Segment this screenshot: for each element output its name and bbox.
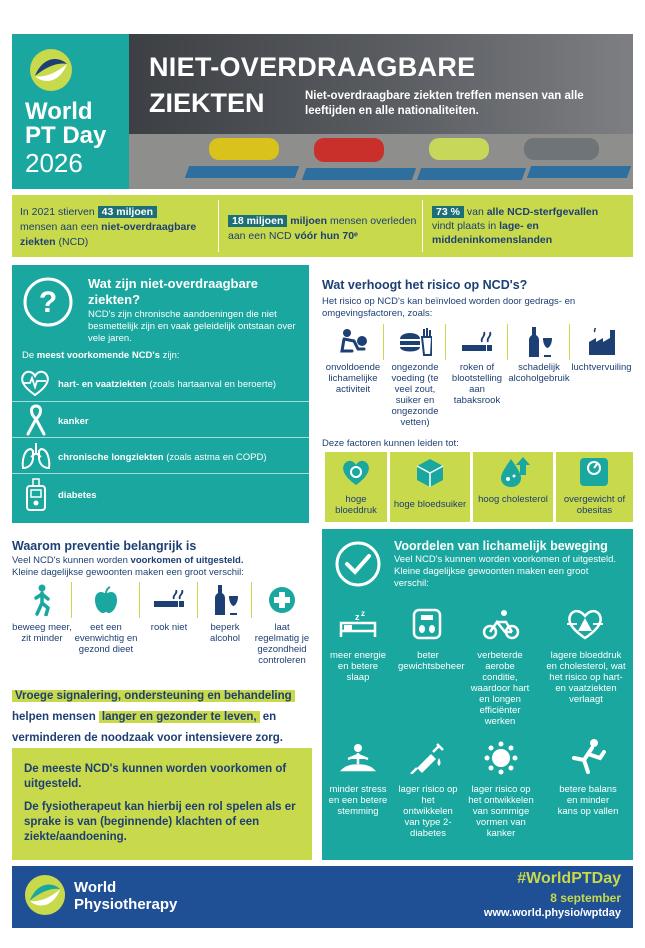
risk-lead: Deze factoren kunnen leiden tot: — [322, 438, 459, 449]
apple-icon — [93, 586, 119, 614]
bottle-glass-icon — [524, 326, 554, 358]
cancer-cell-icon — [483, 741, 519, 775]
physio-line-1: De meeste NCD's kunnen worden voorkomen of uitgesteld. — [24, 763, 287, 790]
benefit-caption-8: betere balans en minder kans op vallen — [557, 784, 619, 817]
ncd-item-2: kanker — [58, 416, 89, 427]
prev-item-1 — [12, 582, 72, 618]
benefit-caption-6: lager risico op het ontwikkelen van type 2-diabetes — [398, 784, 458, 839]
factor-smoking — [446, 324, 508, 360]
stat-2 — [228, 214, 418, 244]
benefits-text: Veel NCD's kunnen worden voorkomen of uitgesteld. Kleine dagelijkse gewoonten maken een groot verschil: — [394, 554, 617, 589]
ncd-item-4: diabetes — [58, 490, 97, 501]
benefit-icon-cell-8 — [560, 734, 615, 778]
footer-hashtag: #WorldPTDay — [517, 870, 621, 887]
prev-item-4 — [198, 582, 252, 618]
stat-1-post: (NCD) — [58, 236, 89, 248]
physio-line-2: De fysiotherapeut kan hierbij een rol spelen als er sprake is van (beginnende) klachten of een ziekte/aandoening. — [24, 801, 296, 843]
benefit-caption-3: verbeterde aerobe conditie, waardoor hart en longen efficiënter werken — [470, 650, 530, 727]
ncd-row-2 — [12, 402, 309, 438]
hero-subtitle: Niet-overdraagbare ziekten treffen mensen van alle leeftijden en alle nationaliteiten. — [305, 90, 584, 117]
outcome-caption-4: overgewicht of obesitas — [563, 494, 626, 516]
glucose-meter-icon — [24, 478, 48, 512]
hero-title-line2: ZIEKTEN — [149, 88, 265, 118]
mat-2 — [302, 168, 416, 180]
bathroom-scale-icon — [412, 608, 442, 640]
stat-1-pre: In 2021 stierven — [20, 206, 95, 218]
factor-caption-4: schadelijk alcoholgebruik — [508, 362, 570, 384]
risk-factors — [322, 324, 633, 432]
footer-org-line2: Physiotherapy — [74, 896, 178, 913]
hero-title-line1: NIET-OVERDRAAGBARE — [149, 52, 476, 82]
stat-3-bold1: alle NCD-sterfgevallen — [486, 206, 599, 218]
benefit-icon-cell-2 — [399, 604, 454, 644]
what-heading: Wat zijn niet-overdraagbare ziekten? — [88, 276, 258, 307]
factor-caption-2: ongezonde voeding (te veel zout, suiker en ongezonde vetten) — [391, 362, 439, 428]
sugar-cube-icon — [414, 457, 446, 489]
prevention-heading: Waarom preventie belangrijk is — [12, 539, 197, 553]
stat-3 — [432, 205, 627, 247]
footer-org-line1: World — [74, 879, 117, 896]
logo-pt-day: PT Day — [25, 122, 107, 149]
stat-3-mid: van — [466, 206, 484, 218]
what-list-intro: De meest voorkomende NCD's zijn: — [22, 350, 180, 361]
prev-caption-1: beweeg meer, zit minder — [12, 622, 72, 644]
benefit-icon-cell-7 — [473, 738, 528, 778]
stat-2-bold2: vóór hun 70ᵉ — [294, 230, 359, 242]
outcome-caption-2: hoge bloedsuiker — [393, 499, 467, 510]
outcome-2 — [390, 452, 470, 522]
prev-caption-3: rook niet — [150, 622, 188, 633]
heart-warning-icon — [565, 608, 605, 640]
world-physiotherapy-logo-icon — [24, 874, 66, 916]
world-pt-day-logo-icon — [29, 48, 73, 92]
outcome-1 — [325, 452, 387, 522]
factor-inactivity — [322, 324, 384, 360]
heart-icon — [20, 369, 50, 397]
person-3 — [429, 138, 489, 160]
cholesterol-drop-icon — [497, 455, 531, 489]
stat-3-highlight: 73 % — [432, 206, 464, 218]
benefit-icon-cell-6 — [399, 738, 454, 778]
benefit-icon-cell-1 — [330, 604, 385, 644]
factor-caption-5: luchtvervuiling — [571, 362, 632, 373]
mat-4 — [527, 166, 631, 178]
prevention-text: Veel NCD's kunnen worden voorkomen of uitgesteld. Kleine dagelijkse gewoonten maken een groot verschil: — [12, 555, 244, 578]
bottle-glass-icon — [210, 584, 240, 616]
balance-person-icon — [570, 738, 606, 774]
factor-caption-1: onvoldoende lichamelijke activiteit — [325, 362, 381, 395]
mat-1 — [185, 166, 299, 178]
what-text: NCD's zijn chronische aandoeningen die niet besmettelijk zijn en vaak geleidelijk ontstaan over vele jaren. — [88, 309, 296, 344]
inactive-person-icon — [338, 327, 368, 357]
hero-banner — [129, 34, 633, 189]
medical-cross-icon — [268, 586, 296, 614]
benefit-caption-2: beter gewichtsbeheer — [398, 650, 465, 672]
benefit-icon-cell-4 — [550, 604, 620, 644]
ncd-item-3: chronische longziekten (zoals astma en COPD) — [58, 452, 267, 463]
syringe-icon — [409, 742, 445, 774]
prev-item-3 — [140, 582, 198, 618]
outcome-4 — [556, 452, 633, 522]
footer-date: 8 september — [550, 891, 621, 905]
meditation-icon — [339, 742, 377, 774]
benefit-caption-1: meer energie en betere slaap — [330, 650, 386, 683]
ncd-item-1: hart- en vaatziekten (zoals hartaanval en beroerte) — [58, 379, 277, 390]
stat-1-highlight: 43 miljoen — [98, 206, 157, 218]
person-1 — [209, 138, 279, 160]
burger-fries-icon — [398, 327, 432, 357]
prev-item-5 — [252, 582, 312, 618]
stat-2-mid: mensen overleden aan een NCD — [228, 215, 417, 242]
logo-world: World — [25, 98, 93, 125]
logo-panel — [12, 34, 129, 189]
stat-2-bold1: miljoen — [290, 215, 328, 227]
benefit-icon-cell-3 — [473, 604, 528, 644]
no-smoking-icon — [152, 590, 186, 610]
sleep-bed-icon — [339, 609, 377, 639]
stat-1-bold: niet-overdraagbare ziekten — [20, 221, 197, 248]
callout-highlight-1: Vroege signalering, ondersteuning en behandeling — [12, 690, 295, 702]
prev-caption-2: eet een evenwichtig en gezond dieet — [74, 622, 138, 655]
stat-3-mid2: vindt plaats in — [432, 220, 497, 232]
svg-text:z: z — [360, 609, 365, 618]
divider-2 — [422, 200, 423, 252]
checkmark-icon — [334, 540, 382, 588]
benefit-icon-cell-5 — [330, 738, 385, 778]
prev-caption-5: laat regelmatig je gezondheid controleren — [254, 622, 310, 666]
divider-1 — [218, 200, 219, 252]
cyclist-icon — [482, 608, 520, 640]
stat-2-highlight: 18 miljoen — [228, 215, 287, 227]
outcome-caption-3: hoog cholesterol — [478, 494, 548, 505]
svg-text:?: ? — [38, 286, 58, 319]
logo-year: 2026 — [25, 148, 83, 178]
person-4 — [524, 138, 599, 160]
benefit-caption-4: lagere bloeddruk en cholesterol, wat het risico op hart- en vaatziekten verlaagt — [546, 650, 626, 705]
benefit-caption-5: minder stress en een betere stemming — [328, 784, 388, 817]
benefits-heading: Voordelen van lichamelijk beweging — [394, 539, 608, 553]
factory-icon — [587, 328, 617, 356]
factor-food — [384, 324, 446, 360]
risk-heading: Wat verhoogt het risico op NCD's? — [322, 278, 528, 292]
factor-caption-3: roken of blootstelling aan tabaksrook — [451, 362, 503, 406]
mat-3 — [417, 168, 526, 180]
outcome-3 — [473, 452, 553, 522]
outcome-caption-1: hoge bloeddruk — [335, 494, 377, 516]
person-2 — [314, 138, 384, 162]
factor-alcohol — [508, 324, 570, 360]
heart-pressure-icon — [340, 457, 372, 489]
cigarette-icon — [460, 330, 494, 354]
ribbon-icon — [25, 404, 47, 436]
stat-1 — [20, 205, 215, 250]
prev-item-2 — [72, 582, 140, 618]
stat-1-mid: mensen aan een — [20, 221, 99, 233]
stat-3-bold2: lage- en middeninkomenslanden — [432, 220, 553, 246]
svg-text:z: z — [354, 612, 359, 622]
scale-icon — [578, 456, 610, 488]
lungs-icon — [20, 441, 52, 471]
walking-person-icon — [29, 584, 55, 616]
benefit-caption-7: lager risico op het ontwikkelen van sommige vormen van kanker — [468, 784, 534, 839]
question-icon — [22, 276, 74, 328]
factor-pollution — [570, 324, 633, 360]
prev-caption-4: beperk alcohol — [209, 622, 241, 644]
footer-url-link[interactable]: www.world.physio/wptday — [483, 907, 621, 919]
callout-highlight-2: langer en gezonder te leven, — [99, 711, 260, 723]
risk-text: Het risico op NCD's kan beïnvloed worden door gedrags- en omgevingsfactoren, zoals: — [322, 296, 576, 319]
prevention-callout: Vroege signalering, ondersteuning en behandeling helpen mensen langer en gezonder te leven, en verminderen de noodzaak voor intensievere zorg. — [12, 686, 312, 749]
